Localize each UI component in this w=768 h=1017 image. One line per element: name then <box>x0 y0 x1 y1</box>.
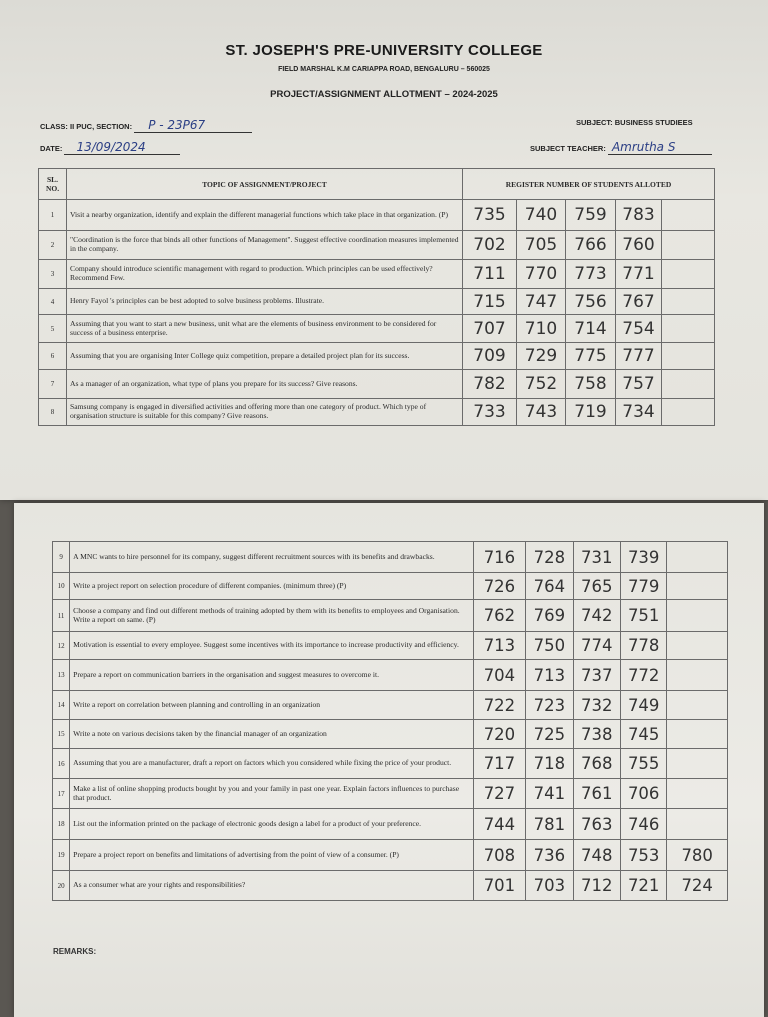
table-body-page-1 <box>39 200 715 426</box>
register-number-cell: 757 <box>616 370 662 399</box>
register-number-cell: 764 <box>526 573 573 600</box>
register-number-cell: 741 <box>526 779 573 809</box>
date-field <box>40 140 180 155</box>
register-number-cell: 732 <box>573 691 620 720</box>
topic-cell: List out the information printed on the package of electronic goods design a label for a product of your preference. <box>70 809 474 840</box>
register-number-cell: 761 <box>573 779 620 809</box>
register-number-cell: 772 <box>620 660 666 691</box>
topic-cell: A MNC wants to hire personnel for its company, suggest different recruitment sources with its benefits and drawbacks. <box>70 542 474 573</box>
register-number-cell: 773 <box>566 260 616 289</box>
class-field <box>40 118 252 133</box>
sl-no-cell: 7 <box>39 370 67 399</box>
class-value: P - 23P67 <box>134 118 252 133</box>
date-label: DATE: <box>40 144 63 153</box>
register-number-cell: 708 <box>473 840 525 871</box>
register-number-cell: 767 <box>616 289 662 315</box>
table-row <box>39 200 715 231</box>
register-number-cell: 712 <box>573 871 620 901</box>
register-number-cell: 705 <box>517 231 566 260</box>
sl-no-cell: 20 <box>53 871 70 901</box>
subject-label: SUBJECT: BUSINESS STUDIEES <box>576 118 693 127</box>
register-number-cell: 734 <box>616 399 662 426</box>
register-number-cell: 783 <box>616 200 662 231</box>
column-header-topic: TOPIC OF ASSIGNMENT/PROJECT <box>67 169 463 200</box>
table-row <box>53 809 728 840</box>
sl-no-cell: 5 <box>39 315 67 343</box>
topic-cell: Prepare a report on communication barriers in the organisation and suggest measures to overcome it. <box>70 660 474 691</box>
topic-cell: As a consumer what are your rights and responsibilities? <box>70 871 474 901</box>
topic-cell: Visit a nearby organization, identify and explain the different managerial functions which take place in that organization. (P) <box>67 200 463 231</box>
register-number-cell <box>667 749 728 779</box>
register-number-cell: 744 <box>473 809 525 840</box>
register-number-cell: 760 <box>616 231 662 260</box>
register-number-cell: 762 <box>473 600 525 632</box>
sl-no-cell: 10 <box>53 573 70 600</box>
register-number-cell: 729 <box>517 343 566 370</box>
register-number-cell: 770 <box>517 260 566 289</box>
teacher-value: Amrutha S <box>608 140 712 155</box>
register-number-cell <box>667 779 728 809</box>
register-number-cell: 756 <box>566 289 616 315</box>
register-number-cell: 755 <box>620 749 666 779</box>
topic-cell: Samsung company is engaged in diversified activities and offering more than one category of product. Which type of organisation structure is suitable for this company? Give reasons. <box>67 399 463 426</box>
college-address: FIELD MARSHAL K.M CARIAPPA ROAD, BENGALURU – 560025 <box>278 66 490 73</box>
register-number-cell: 780 <box>667 840 728 871</box>
register-number-cell: 748 <box>573 840 620 871</box>
sl-no-cell: 12 <box>53 632 70 660</box>
register-number-cell <box>667 660 728 691</box>
register-number-cell <box>662 315 715 343</box>
register-number-cell <box>667 600 728 632</box>
register-number-cell: 746 <box>620 809 666 840</box>
register-number-cell: 747 <box>517 289 566 315</box>
register-number-cell: 771 <box>616 260 662 289</box>
register-number-cell <box>667 573 728 600</box>
allotment-title: PROJECT/ASSIGNMENT ALLOTMENT – 2024-2025 <box>270 89 498 100</box>
register-number-cell: 745 <box>620 720 666 749</box>
table-row <box>39 315 715 343</box>
register-number-cell: 718 <box>526 749 573 779</box>
table-row <box>39 231 715 260</box>
assignment-table-page-1 <box>38 168 715 426</box>
register-number-cell: 763 <box>573 809 620 840</box>
table-row <box>53 542 728 573</box>
register-number-cell <box>662 231 715 260</box>
column-header-sl: SL. NO. <box>39 169 67 200</box>
register-number-cell: 704 <box>473 660 525 691</box>
register-number-cell: 724 <box>667 871 728 901</box>
sl-no-cell: 13 <box>53 660 70 691</box>
register-number-cell <box>667 691 728 720</box>
assignment-table-page-2 <box>52 541 728 901</box>
register-number-cell: 758 <box>566 370 616 399</box>
topic-cell: Write a report on correlation between planning and controlling in an organization <box>70 691 474 720</box>
register-number-cell: 710 <box>517 315 566 343</box>
register-number-cell: 701 <box>473 871 525 901</box>
register-number-cell: 749 <box>620 691 666 720</box>
sl-no-cell: 17 <box>53 779 70 809</box>
register-number-cell: 706 <box>620 779 666 809</box>
sl-no-cell: 3 <box>39 260 67 289</box>
table-row <box>53 779 728 809</box>
register-number-cell: 768 <box>573 749 620 779</box>
sl-no-cell: 18 <box>53 809 70 840</box>
table-row <box>53 573 728 600</box>
register-number-cell: 715 <box>463 289 517 315</box>
topic-cell: Write a project report on selection procedure of different companies. (minimum three) (P) <box>70 573 474 600</box>
register-number-cell: 731 <box>573 542 620 573</box>
remarks-label: REMARKS: <box>53 947 97 956</box>
register-number-cell: 752 <box>517 370 566 399</box>
topic-cell: Company should introduce scientific management with regard to production. Which principles can be used effectively? Recommend Few. <box>67 260 463 289</box>
register-number-cell: 720 <box>473 720 525 749</box>
register-number-cell: 721 <box>620 871 666 901</box>
register-number-cell <box>667 720 728 749</box>
register-number-cell: 717 <box>473 749 525 779</box>
register-number-cell: 709 <box>463 343 517 370</box>
table-row <box>39 343 715 370</box>
table-row <box>53 840 728 871</box>
register-number-cell <box>662 343 715 370</box>
topic-cell: Assuming that you are a manufacturer, draft a report on factors which you considered while fixing the price of your product. <box>70 749 474 779</box>
register-number-cell: 750 <box>526 632 573 660</box>
sl-no-cell: 1 <box>39 200 67 231</box>
register-number-cell: 743 <box>517 399 566 426</box>
sl-no-cell: 14 <box>53 691 70 720</box>
register-number-cell: 759 <box>566 200 616 231</box>
topic-cell: Assuming that you are organising Inter College quiz competition, prepare a detailed project plan for its success. <box>67 343 463 370</box>
register-number-cell: 777 <box>616 343 662 370</box>
register-number-cell: 716 <box>473 542 525 573</box>
register-number-cell: 765 <box>573 573 620 600</box>
register-number-cell: 775 <box>566 343 616 370</box>
class-label: CLASS: II PUC, SECTION: <box>40 122 133 131</box>
topic-cell: Write a note on various decisions taken by the financial manager of an organization <box>70 720 474 749</box>
sl-no-cell: 9 <box>53 542 70 573</box>
teacher-label: SUBJECT TEACHER: <box>530 144 606 153</box>
register-number-cell <box>667 632 728 660</box>
register-number-cell: 726 <box>473 573 525 600</box>
register-number-cell: 728 <box>526 542 573 573</box>
sl-no-cell: 8 <box>39 399 67 426</box>
sl-no-cell: 11 <box>53 600 70 632</box>
register-number-cell: 703 <box>526 871 573 901</box>
register-number-cell: 727 <box>473 779 525 809</box>
column-header-register: REGISTER NUMBER OF STUDENTS ALLOTED <box>463 169 715 200</box>
sl-no-cell: 16 <box>53 749 70 779</box>
register-number-cell <box>662 260 715 289</box>
register-number-cell: 781 <box>526 809 573 840</box>
sl-no-cell: 15 <box>53 720 70 749</box>
table-row <box>39 289 715 315</box>
register-number-cell: 774 <box>573 632 620 660</box>
topic-cell: "Coordination is the force that binds all other functions of Management". Suggest effective coordination measures implemented in the company. <box>67 231 463 260</box>
register-number-cell: 751 <box>620 600 666 632</box>
register-number-cell: 733 <box>463 399 517 426</box>
sl-no-cell: 6 <box>39 343 67 370</box>
topic-cell: Choose a company and find out different methods of training adopted by them with its benefits to employees and Organisation. Write a report on same. (P) <box>70 600 474 632</box>
topic-cell: Motivation is essential to every employee. Suggest some incentives with its importance to increase productivity and efficiency. <box>70 632 474 660</box>
register-number-cell <box>662 399 715 426</box>
register-number-cell: 754 <box>616 315 662 343</box>
register-number-cell: 779 <box>620 573 666 600</box>
register-number-cell <box>667 542 728 573</box>
table-row <box>39 260 715 289</box>
table-row <box>53 749 728 779</box>
table-row <box>53 660 728 691</box>
table-row <box>39 370 715 399</box>
teacher-field <box>530 140 712 155</box>
register-number-cell: 738 <box>573 720 620 749</box>
register-number-cell <box>662 289 715 315</box>
register-number-cell: 753 <box>620 840 666 871</box>
college-name: ST. JOSEPH'S PRE-UNIVERSITY COLLEGE <box>225 42 543 59</box>
table-row <box>53 720 728 749</box>
register-number-cell: 735 <box>463 200 517 231</box>
table-row <box>53 691 728 720</box>
register-number-cell: 769 <box>526 600 573 632</box>
register-number-cell: 736 <box>526 840 573 871</box>
register-number-cell: 742 <box>573 600 620 632</box>
table-row <box>53 600 728 632</box>
table-row <box>53 871 728 901</box>
register-number-cell: 702 <box>463 231 517 260</box>
table-row <box>39 399 715 426</box>
register-number-cell <box>667 809 728 840</box>
register-number-cell: 713 <box>473 632 525 660</box>
register-number-cell: 725 <box>526 720 573 749</box>
table-row <box>53 632 728 660</box>
register-number-cell: 723 <box>526 691 573 720</box>
register-number-cell: 722 <box>473 691 525 720</box>
register-number-cell: 740 <box>517 200 566 231</box>
register-number-cell: 713 <box>526 660 573 691</box>
topic-cell: Assuming that you want to start a new business, unit what are the elements of business environment to be considered for success of a business enterprise. <box>67 315 463 343</box>
register-number-cell: 707 <box>463 315 517 343</box>
sl-no-cell: 19 <box>53 840 70 871</box>
topic-cell: As a manager of an organization, what type of plans you prepare for its success? Give reasons. <box>67 370 463 399</box>
register-number-cell: 719 <box>566 399 616 426</box>
date-value: 13/09/2024 <box>64 140 180 155</box>
register-number-cell: 714 <box>566 315 616 343</box>
sl-no-cell: 4 <box>39 289 67 315</box>
register-number-cell: 782 <box>463 370 517 399</box>
topic-cell: Prepare a project report on benefits and limitations of advertising from the point of view of a consumer. (P) <box>70 840 474 871</box>
register-number-cell: 737 <box>573 660 620 691</box>
register-number-cell: 778 <box>620 632 666 660</box>
register-number-cell <box>662 200 715 231</box>
register-number-cell <box>662 370 715 399</box>
register-number-cell: 739 <box>620 542 666 573</box>
sl-no-cell: 2 <box>39 231 67 260</box>
topic-cell: Make a list of online shopping products bought by you and your family in past one year. Explain factors influences to purchase that product. <box>70 779 474 809</box>
topic-cell: Henry Fayol 's principles can be best adopted to solve business problems. Illustrate. <box>67 289 463 315</box>
register-number-cell: 766 <box>566 231 616 260</box>
register-number-cell: 711 <box>463 260 517 289</box>
table-body-page-2 <box>53 542 728 901</box>
